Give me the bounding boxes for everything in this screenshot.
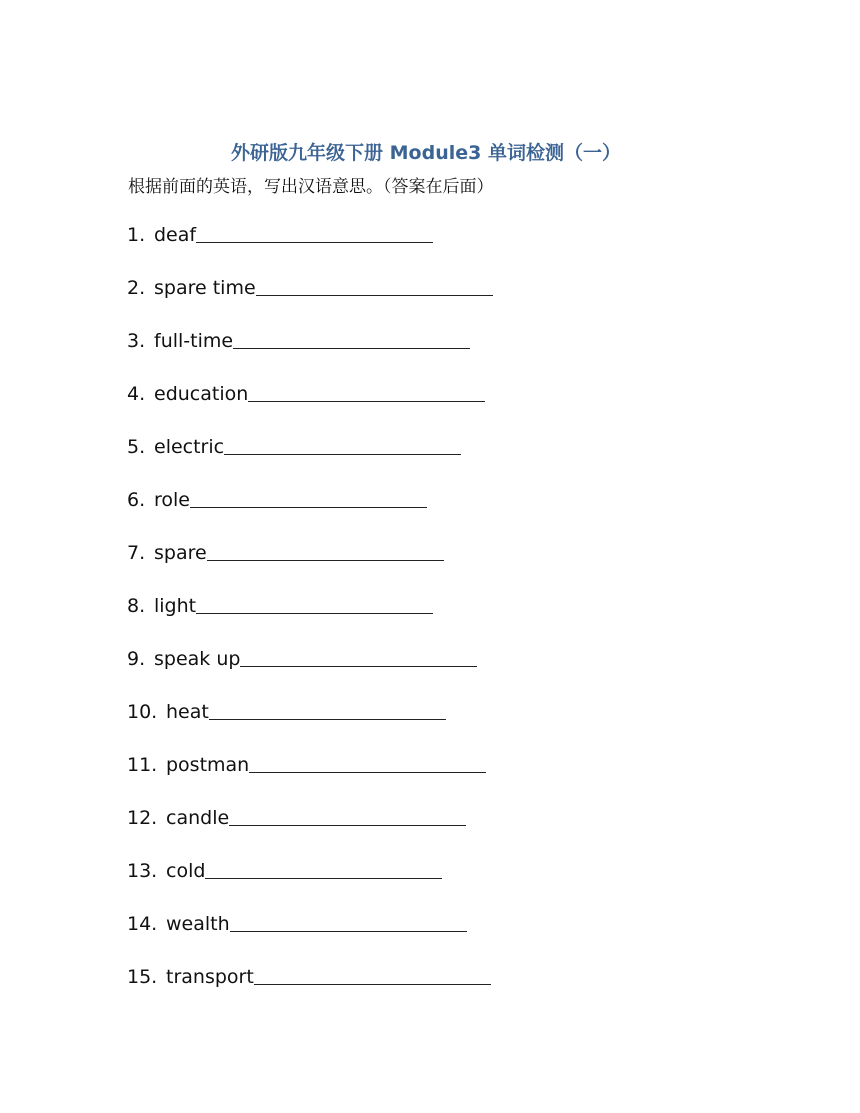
item-number: 1.	[127, 224, 146, 246]
item-number: 10.	[127, 701, 158, 723]
item-number: 7.	[127, 542, 146, 564]
vocabulary-item-9	[127, 646, 493, 699]
answer-blank[interactable]	[196, 593, 433, 614]
item-number: 15.	[127, 966, 158, 988]
vocabulary-item-11	[127, 752, 493, 805]
english-word: transport	[166, 966, 254, 988]
item-number: 2.	[127, 277, 146, 299]
vocabulary-item-13	[127, 858, 493, 911]
answer-blank[interactable]	[230, 911, 467, 932]
english-word: postman	[166, 754, 250, 776]
english-word: cold	[166, 860, 206, 882]
english-word: electric	[154, 436, 225, 458]
answer-blank[interactable]	[196, 222, 433, 243]
english-word: education	[154, 383, 249, 405]
vocabulary-item-12	[127, 805, 493, 858]
item-number: 13.	[127, 860, 158, 882]
item-number: 12.	[127, 807, 158, 829]
answer-blank[interactable]	[229, 805, 466, 826]
vocabulary-item-7	[127, 540, 493, 593]
answer-blank[interactable]	[256, 275, 493, 296]
answer-blank[interactable]	[248, 381, 485, 402]
answer-blank[interactable]	[249, 752, 486, 773]
item-number: 4.	[127, 383, 146, 405]
answer-blank[interactable]	[254, 964, 491, 985]
vocabulary-item-8	[127, 593, 493, 646]
english-word: role	[154, 489, 190, 511]
english-word: deaf	[154, 224, 197, 246]
vocabulary-item-15	[127, 964, 493, 1017]
vocabulary-item-5	[127, 434, 493, 487]
english-word: spare	[154, 542, 207, 564]
answer-blank[interactable]	[209, 699, 446, 720]
answer-blank[interactable]	[233, 328, 470, 349]
english-word: full-time	[154, 330, 234, 352]
item-number: 9.	[127, 648, 146, 670]
english-word: heat	[166, 701, 209, 723]
english-word: light	[154, 595, 197, 617]
english-word: speak up	[154, 648, 241, 670]
english-word: spare time	[154, 277, 256, 299]
item-number: 8.	[127, 595, 146, 617]
vocabulary-item-14	[127, 911, 493, 964]
vocabulary-list	[127, 222, 493, 1017]
answer-blank[interactable]	[224, 434, 461, 455]
english-word: candle	[166, 807, 230, 829]
instruction-text: 根据前面的英语，写出汉语意思。（答案在后面）	[128, 177, 494, 197]
vocabulary-item-6	[127, 487, 493, 540]
item-number: 14.	[127, 913, 158, 935]
item-number: 11.	[127, 754, 158, 776]
worksheet-title: 外研版九年级下册 Module3 单词检测（一）	[231, 142, 621, 164]
vocabulary-item-1	[127, 222, 493, 275]
vocabulary-item-10	[127, 699, 493, 752]
answer-blank[interactable]	[190, 487, 427, 508]
vocabulary-item-4	[127, 381, 493, 434]
english-word: wealth	[166, 913, 230, 935]
vocabulary-item-2	[127, 275, 493, 328]
answer-blank[interactable]	[240, 646, 477, 667]
item-number: 3.	[127, 330, 146, 352]
item-number: 6.	[127, 489, 146, 511]
answer-blank[interactable]	[205, 858, 442, 879]
answer-blank[interactable]	[207, 540, 444, 561]
item-number: 5.	[127, 436, 146, 458]
vocabulary-item-3	[127, 328, 493, 381]
